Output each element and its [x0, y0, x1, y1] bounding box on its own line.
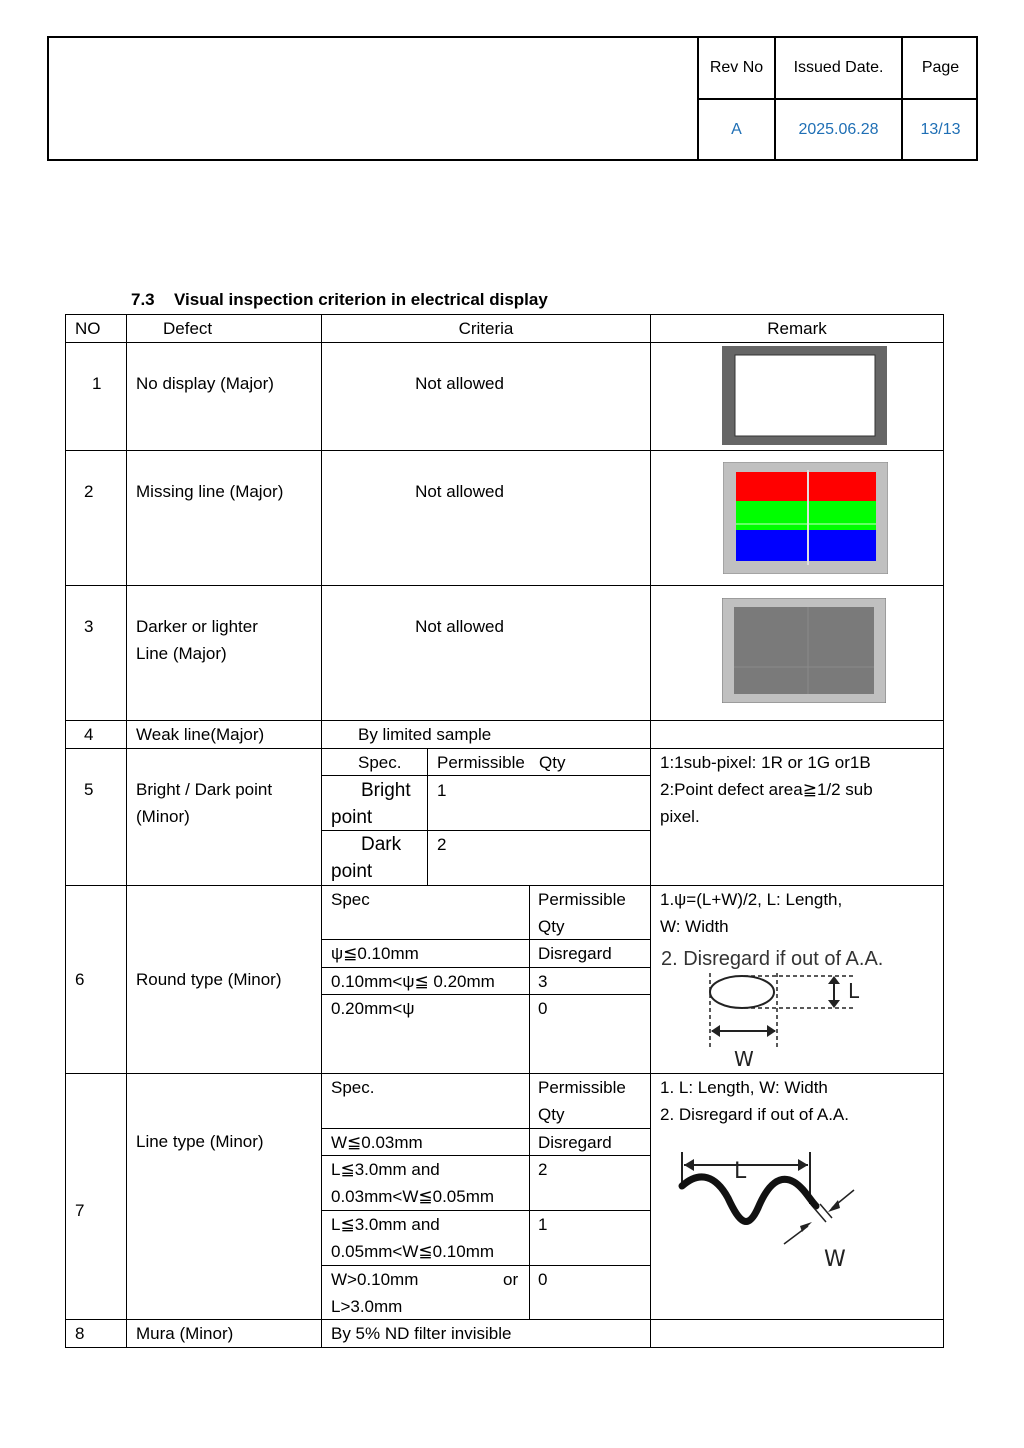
row7-no: 7: [75, 1201, 85, 1220]
row5-remark-line3: pixel.: [660, 807, 700, 826]
col-header-defect: Defect: [163, 319, 213, 338]
row5-bright-line1: Bright: [361, 780, 411, 801]
table-rule: [126, 314, 127, 1348]
row7-spec-2-line2: 0.03mm<W≦0.05mm: [331, 1187, 495, 1206]
blank-screen: [735, 355, 875, 436]
page-value: 13/13: [920, 120, 961, 138]
row6-spec-2: 0.10mm<ψ≦ 0.20mm: [331, 972, 495, 991]
row6-qty-header-line1: Permissible: [538, 890, 626, 909]
row7-qty-header-line2: Qty: [538, 1105, 565, 1124]
row7-defect: Line type (Minor): [136, 1132, 264, 1151]
row8-criteria: By 5% ND filter invisible: [331, 1324, 512, 1343]
row7-spec-4-or: or: [503, 1270, 519, 1289]
arrow-head: [828, 976, 840, 984]
row5-qty-header: Permissible Qty: [437, 753, 566, 772]
arrow-head: [684, 1159, 694, 1171]
row7-spec-header: Spec.: [331, 1078, 375, 1097]
row7-spec-4-b: L>3.0mm: [331, 1297, 403, 1316]
section-title-text: Visual inspection criterion in electrical display: [174, 290, 548, 309]
no-display-illustration: [722, 346, 887, 445]
page-label: Page: [921, 59, 960, 76]
round-defect-ellipse: [710, 976, 774, 1008]
rev-no-label: Rev No: [709, 59, 764, 76]
row3-criteria: Not allowed: [415, 617, 504, 636]
row7-qty-header-line1: Permissible: [538, 1078, 626, 1097]
missing-line-illustration: [723, 462, 888, 574]
row3-defect-line1: Darker or lighter: [136, 617, 258, 636]
table-rule: [529, 1073, 530, 1319]
row6-defect: Round type (Minor): [136, 970, 282, 989]
table-rule: [321, 314, 322, 1348]
row4-defect: Weak line(Major): [136, 725, 265, 744]
row7-spec-1: W≦0.03mm: [331, 1133, 423, 1152]
round-fig-W: W: [734, 1047, 754, 1070]
green-band: [736, 501, 876, 530]
row7-remark-line1: 1. L: Length, W: Width: [660, 1078, 828, 1097]
row3-no: 3: [84, 617, 94, 636]
arrow-head: [828, 1200, 840, 1212]
red-band: [736, 472, 876, 501]
arrow-head: [828, 1000, 840, 1008]
table-rule: [529, 885, 530, 1073]
gray-screen: [734, 607, 874, 694]
row2-no: 2: [84, 482, 94, 501]
wavy-line-defect: [682, 1177, 816, 1222]
row1-no: 1: [92, 374, 102, 393]
row7-spec-3-line2: 0.05mm<W≦0.10mm: [331, 1242, 495, 1261]
row5-remark-line2: 2:Point defect area≧1/2 sub: [660, 780, 873, 799]
row6-spec-1: ψ≦0.10mm: [331, 944, 419, 963]
row8-defect: Mura (Minor): [136, 1324, 234, 1343]
row7-qty-2: 2: [538, 1160, 548, 1179]
line-type-figure: [676, 1148, 866, 1273]
row5-no: 5: [84, 780, 94, 799]
blue-band: [736, 530, 876, 561]
table-rule: [65, 1347, 944, 1348]
issued-date-label: Issued Date.: [793, 59, 884, 76]
width-mark: [814, 1208, 826, 1222]
row5-spec-header: Spec.: [358, 753, 402, 772]
row5-dark-line2: point: [331, 861, 373, 882]
row8-no: 8: [75, 1324, 85, 1343]
line-fig-L: L: [734, 1159, 747, 1184]
row3-defect-line2: Line (Major): [136, 644, 227, 663]
issued-date-value: 2025.06.28: [798, 120, 879, 138]
row6-spec-header: Spec: [331, 890, 370, 909]
arrow-head: [798, 1159, 808, 1171]
row6-no: 6: [75, 970, 85, 989]
row6-remark-line2: W: Width: [660, 917, 729, 936]
col-header-remark: Remark: [767, 319, 827, 338]
row1-defect: No display (Major): [136, 374, 274, 393]
row7-qty-3: 1: [538, 1215, 548, 1234]
round-type-figure: [700, 968, 870, 1070]
col-header-no: NO: [75, 319, 101, 338]
row7-spec-4-a: W>0.10mm: [331, 1270, 419, 1289]
section-number: 7.3: [131, 290, 155, 309]
row5-defect-line1: Bright / Dark point: [136, 780, 273, 799]
row4-criteria: By limited sample: [358, 725, 492, 744]
row5-remark-line1: 1:1sub-pixel: 1R or 1G or1B: [660, 753, 871, 772]
row5-bright-qty: 1: [437, 781, 447, 800]
table-rule: [65, 450, 944, 451]
row6-qty-header-line2: Qty: [538, 917, 565, 936]
row6-spec-3: 0.20mm<ψ: [331, 999, 415, 1018]
row1-criteria: Not allowed: [415, 374, 504, 393]
row6-qty-3: 0: [538, 999, 548, 1018]
darker-lighter-line-illustration: [722, 598, 886, 703]
row7-qty-1: Disregard: [538, 1133, 612, 1152]
row7-spec-2-line1: L≦3.0mm and: [331, 1160, 440, 1179]
row5-dark-qty: 2: [437, 835, 447, 854]
round-fig-L: L: [848, 979, 860, 1003]
round-figure-caption: 2. Disregard if out of A.A.: [661, 948, 884, 970]
table-rule: [65, 342, 944, 343]
row5-bright-line2: point: [331, 807, 373, 828]
row5-dark-line1: Dark: [361, 834, 402, 855]
row2-criteria: Not allowed: [415, 482, 504, 501]
line-fig-W: W: [824, 1247, 846, 1272]
arrow-head: [767, 1025, 776, 1037]
row6-remark-line1: 1.ψ=(L+W)/2, L: Length,: [660, 890, 843, 909]
row6-qty-2: 3: [538, 972, 548, 991]
row2-defect: Missing line (Major): [136, 482, 284, 501]
row5-defect-line2: (Minor): [136, 807, 190, 826]
table-rule: [427, 748, 428, 885]
row7-remark-line2: 2. Disregard if out of A.A.: [660, 1105, 849, 1124]
table-rule: [650, 314, 651, 1348]
row7-spec-3-line1: L≦3.0mm and: [331, 1215, 440, 1234]
table-rule: [65, 585, 944, 586]
row7-qty-4: 0: [538, 1270, 548, 1289]
arrow-head: [800, 1222, 812, 1232]
table-rule: [65, 314, 66, 1348]
row4-no: 4: [84, 725, 94, 744]
rev-no-value: A: [731, 120, 742, 138]
table-rule: [943, 314, 944, 1348]
row6-qty-1: Disregard: [538, 944, 612, 963]
arrow-head: [711, 1025, 720, 1037]
col-header-criteria: Criteria: [458, 319, 514, 338]
